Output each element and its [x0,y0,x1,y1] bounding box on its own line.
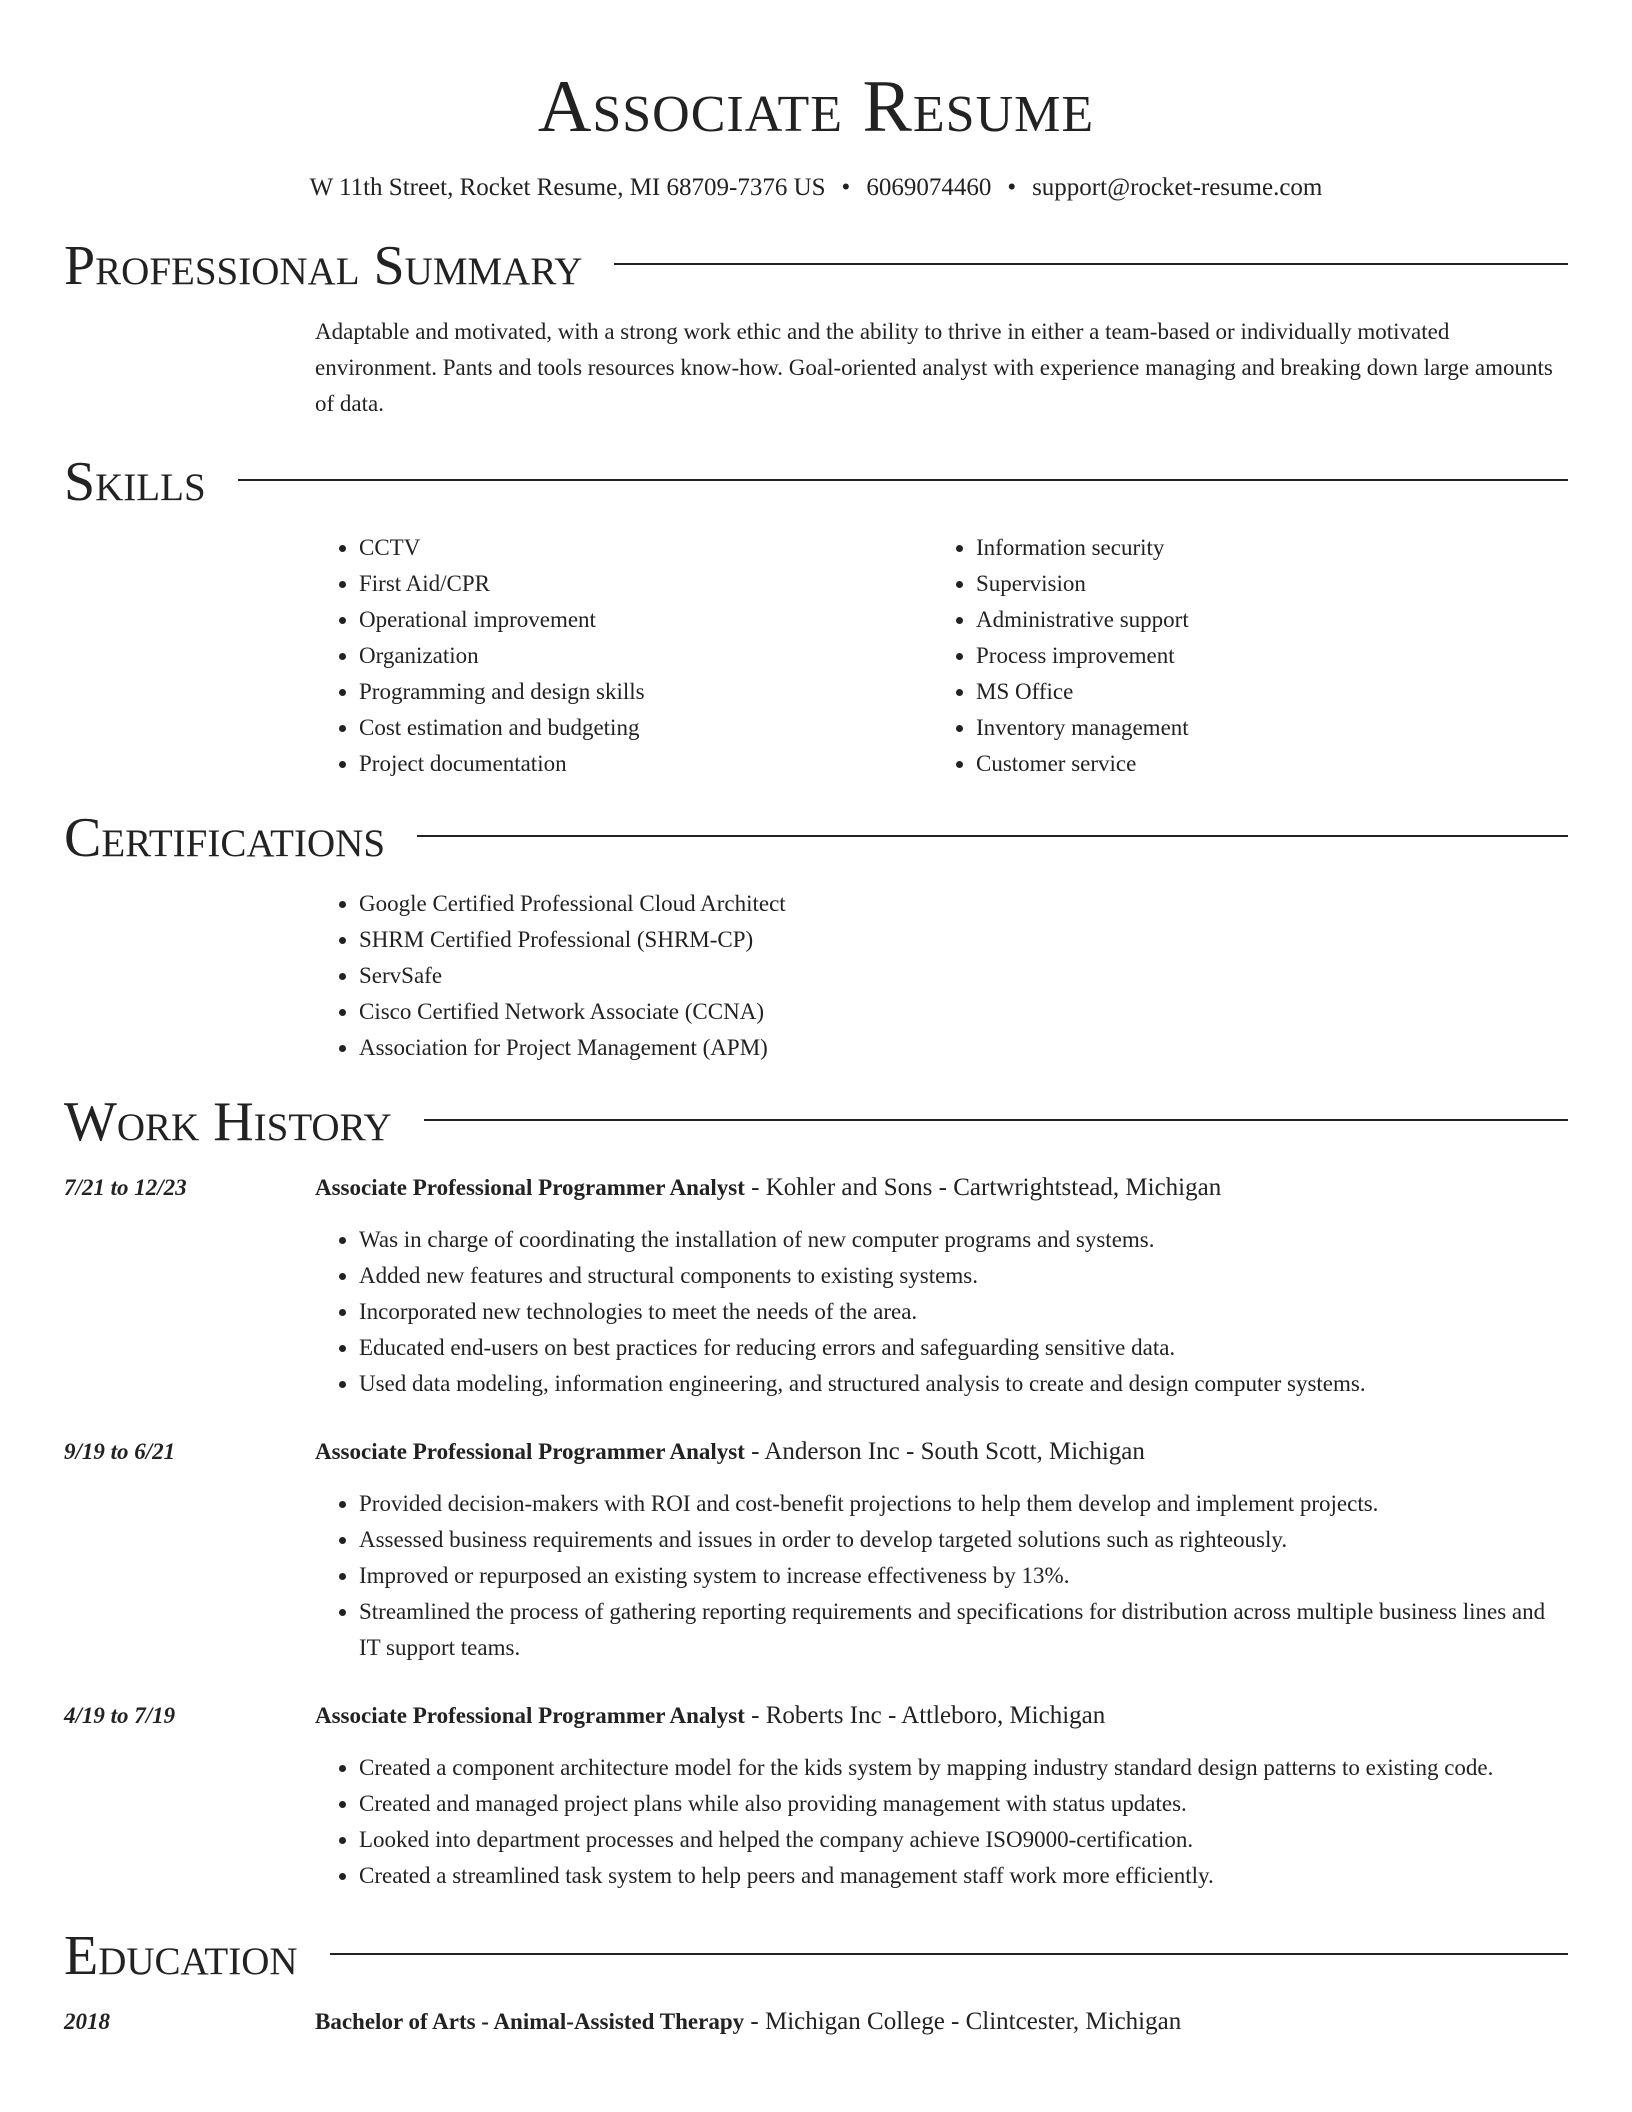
contact-separator: • [1007,174,1017,201]
skill-item: • CCTV [359,530,932,566]
certifications-section-title: Certifications [64,807,386,869]
skill-item: • Organization [359,638,932,674]
resume-page [64,0,1568,2040]
job-heading [315,1698,1568,1734]
skill-item: • First Aid/CPR [359,566,932,602]
education-section-title: Education [64,1925,298,1987]
job-company-location: - Anderson Inc - South Scott, Michigan [744,1438,1145,1465]
skills-column-left [315,530,932,782]
certification-item: • ServSafe [359,958,1568,994]
job-bullet: • Created a component architecture model for the kids system by mapping industry standard design patterns to existing code. [359,1750,1568,1786]
skill-item: • Cost estimation and budgeting [359,710,932,746]
certification-item: • Association for Project Management (APM) [359,1030,1568,1066]
job-bullet: • Was in charge of coordinating the installation of new computer programs and systems. [359,1222,1568,1258]
education-entry [64,2004,1568,2040]
section-divider [424,1119,1568,1121]
job-body [315,1170,1568,1402]
skill-item: • Customer service [976,746,1549,782]
job-heading [315,1170,1568,1206]
job-bullet: • Created a streamlined task system to help peers and management staff work more efficiently. [359,1858,1568,1894]
job-entry [64,1698,1568,1894]
work-section-title: Work History [64,1091,392,1153]
skill-item: • MS Office [976,674,1549,710]
skills-column-right [932,530,1549,782]
contact-separator: • [841,174,851,201]
skill-item: • Programming and design skills [359,674,932,710]
job-bullet: • Added new features and structural components to existing systems. [359,1258,1568,1294]
education-body [315,2004,1568,2040]
education-section-header [64,1924,1568,1988]
certification-item: • Cisco Certified Network Associate (CCNA) [359,994,1568,1030]
skill-item: • Operational improvement [359,602,932,638]
summary-section-header [64,234,1568,298]
job-body [315,1698,1568,1894]
job-title: Associate Professional Programmer Analyst [315,1703,745,1728]
certification-item: • Google Certified Professional Cloud Architect [359,886,1568,922]
resume-name: Associate Resume [537,66,1095,148]
contact-address: W 11th Street, Rocket Resume, MI 68709-7376 US [309,174,826,201]
skills-list [315,530,1568,782]
skills-section-header [64,450,1568,514]
job-dates: 9/19 to 6/21 [64,1439,176,1464]
job-company-location: - Kohler and Sons - Cartwrightstead, Michigan [744,1174,1222,1201]
certifications-list [315,886,1568,1066]
job-bullet: • Incorporated new technologies to meet the needs of the area. [359,1294,1568,1330]
job-bullet: • Educated end-users on best practices for reducing errors and safeguarding sensitive data. [359,1330,1568,1366]
job-bullet: • Assessed business requirements and issues in order to develop targeted solutions such as righteously. [359,1522,1568,1558]
job-bullet: • Streamlined the process of gathering reporting requirements and specifications for distribution across multiple business lines and IT support teams. [359,1594,1568,1666]
skill-item: • Information security [976,530,1549,566]
job-dates: 4/19 to 7/19 [64,1703,176,1728]
section-divider [417,835,1568,837]
skill-item: • Administrative support [976,602,1549,638]
skill-item: • Project documentation [359,746,932,782]
job-bullet: • Provided decision-makers with ROI and cost-benefit projections to help them develop and implement projects. [359,1486,1568,1522]
job-title: Associate Professional Programmer Analyst [315,1175,745,1200]
job-bullets [315,1486,1568,1666]
education-heading [315,2004,1568,2040]
work-section-header [64,1090,1568,1154]
section-divider [238,479,1568,481]
job-company-location: - Roberts Inc - Attleboro, Michigan [744,1702,1106,1729]
certifications-section-header [64,806,1568,870]
job-bullet: • Looked into department processes and helped the company achieve ISO9000-certification. [359,1822,1568,1858]
education-year: 2018 [64,2009,110,2034]
job-bullet: • Improved or repurposed an existing system to increase effectiveness by 13%. [359,1558,1568,1594]
job-dates: 7/21 to 12/23 [64,1175,187,1200]
certification-item: • SHRM Certified Professional (SHRM-CP) [359,922,1568,958]
summary-text: Adaptable and motivated, with a strong work ethic and the ability to thrive in either a team-based or individually motivated environment. Pants and tools resources know-how. Goal-oriented analyst with experience managing and breaking down large amounts of data. [315,319,1553,416]
job-heading [315,1434,1568,1470]
job-bullet: • Used data modeling, information engineering, and structured analysis to create and design computer systems. [359,1366,1568,1402]
job-title: Associate Professional Programmer Analyst [315,1439,745,1464]
contact-line [64,172,1568,204]
skills-section-title: Skills [64,451,206,513]
job-bullets [315,1222,1568,1402]
skill-item: • Inventory management [976,710,1549,746]
skill-item: • Process improvement [976,638,1549,674]
job-body [315,1434,1568,1666]
summary-section-title: Professional Summary [64,235,583,297]
education-school-location: - Michigan College - Clintcester, Michigan [744,2008,1182,2035]
education-degree: Bachelor of Arts - Animal-Assisted Therapy [315,2009,745,2034]
skill-item: • Supervision [976,566,1549,602]
job-entry [64,1434,1568,1666]
contact-phone: 6069074460 [866,174,992,201]
section-divider [614,263,1568,265]
job-bullet: • Created and managed project plans while also providing management with status updates. [359,1786,1568,1822]
contact-email: support@rocket-resume.com [1032,174,1323,201]
section-divider [330,1953,1568,1955]
job-bullets [315,1750,1568,1894]
job-entry [64,1170,1568,1402]
